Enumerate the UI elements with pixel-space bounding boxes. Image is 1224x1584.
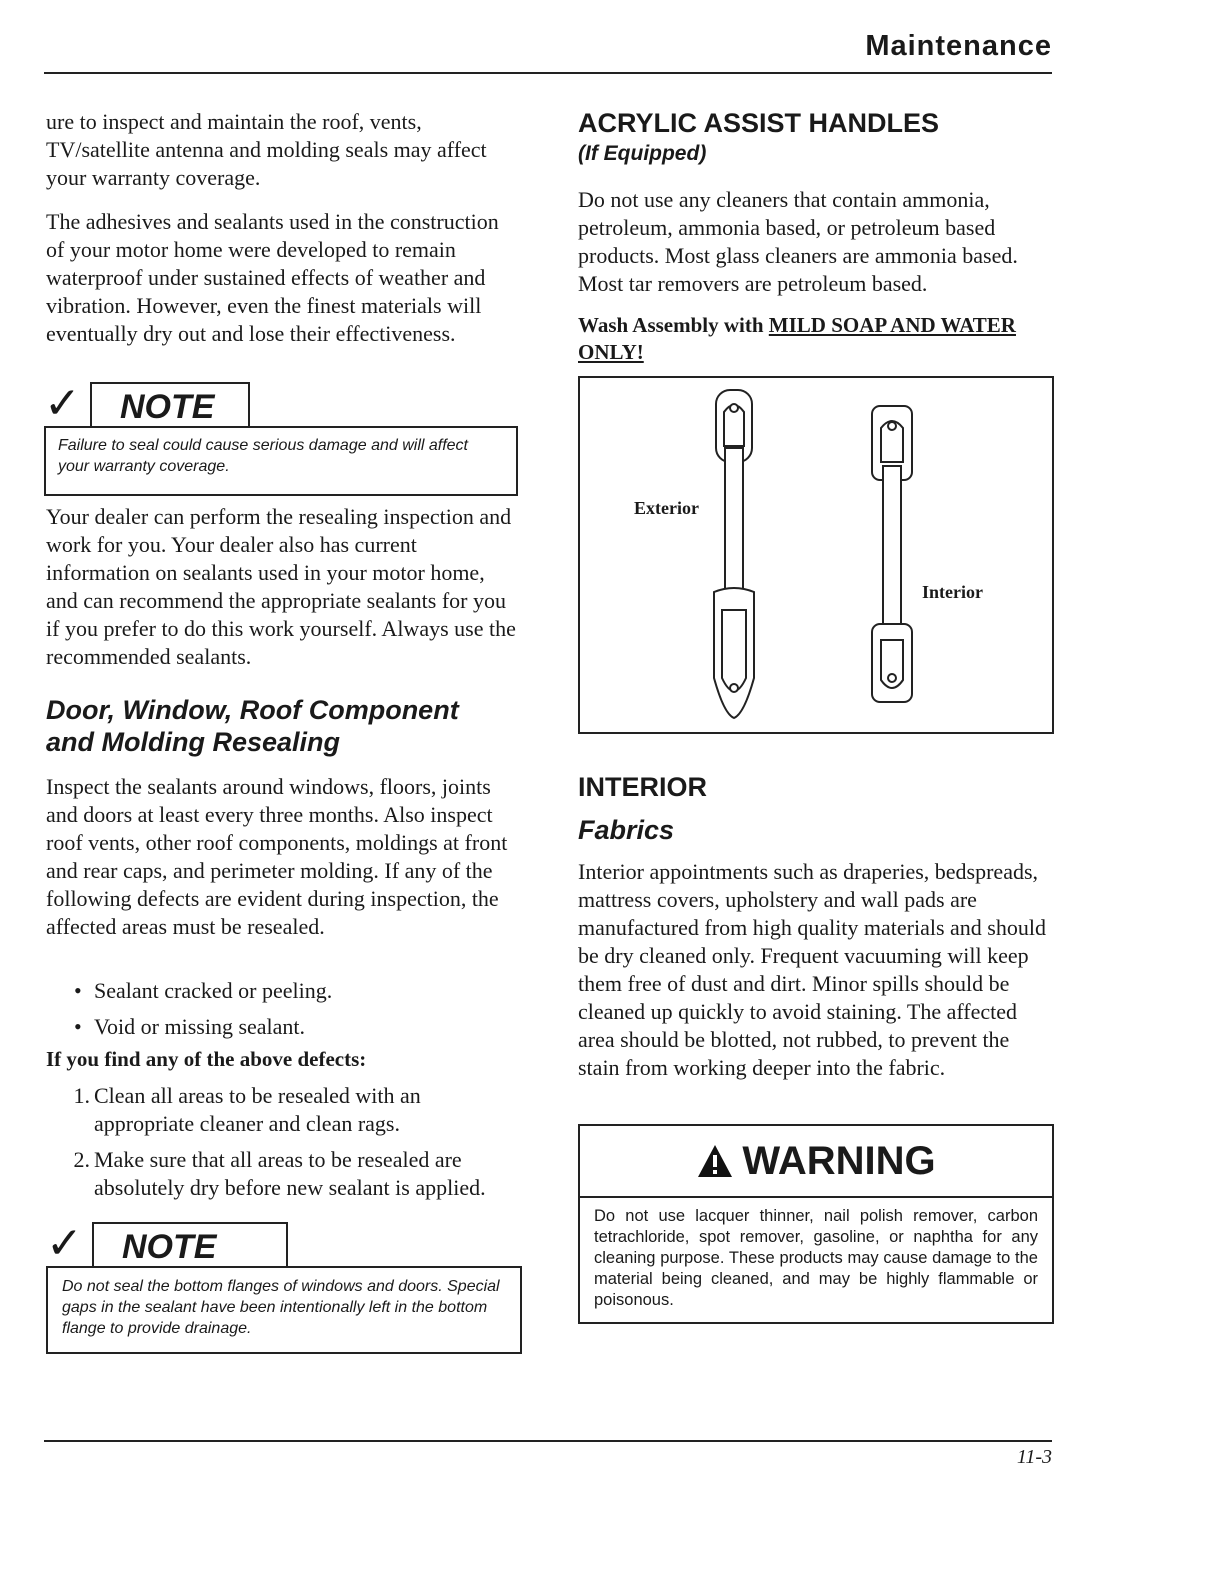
- defects-heading: If you find any of the above defects:: [46, 1047, 367, 1071]
- checkmark-icon: ✓: [46, 1218, 83, 1269]
- resealing-section-title: Door, Window, Roof Component and Molding Resealing: [46, 695, 459, 757]
- dealer-paragraph: Your dealer can perform the resealing inspection and work for you. Your dealer also has current information on sealants used in your motor home, and can recommend the appropriate sealants for you if you prefer to do this work yourself. Always use the recommended sealants.: [46, 504, 516, 669]
- steps-list: [66, 1082, 520, 1210]
- exterior-screw: [730, 684, 738, 692]
- fabrics-title: Fabrics: [578, 815, 675, 845]
- note-1-label: NOTE: [90, 382, 250, 426]
- warning-box: [578, 1124, 1054, 1324]
- interior-bar: [883, 466, 901, 626]
- fabrics-paragraph: Interior appointments such as draperies, bedspreads, mattress covers, upholstery and wall pads are manufactured from high quality materials and should be dry cleaned only. Frequent vacuuming will keep them free of dust and dirt. Minor spills should be cleaned up quickly to avoid staining. The affected area should be blotted, not rubbed, to prevent the stain from working deeper into the fabric.: [578, 859, 1046, 1080]
- acrylic-section-title: ACRYLIC ASSIST HANDLES: [578, 108, 940, 138]
- warning-title: WARNING: [742, 1138, 936, 1183]
- step-text: Make sure that all areas to be resealed are absolutely dry before new sealant is applied.: [94, 1147, 486, 1200]
- note-1-text: Failure to seal could cause serious damage and will affect your warranty coverage.: [44, 426, 518, 496]
- exterior-label: Exterior: [634, 498, 699, 518]
- warning-text: Do not use lacquer thinner, nail polish remover, carbon tetrachloride, spot remover, gasoline, or naphtha for any cleaning purpose. These products may cause damage to the material being cleaned, and may be highly flammable or poisonous.: [594, 1207, 1038, 1309]
- acrylic-subtitle: (If Equipped): [578, 142, 707, 165]
- defects-list: [72, 977, 534, 1049]
- footer-rule: [44, 1440, 1052, 1442]
- list-item: • Sealant cracked or peeling.: [94, 977, 534, 1005]
- warning-header: [580, 1126, 1052, 1198]
- interior-screw: [888, 422, 896, 430]
- list-item: [66, 1146, 520, 1202]
- inspect-paragraph: Inspect the sealants around windows, floors, joints and doors at least every three months. Also inspect roof vents, other roof components, moldings at front and rear caps, and perimeter molding. If any of the following defects are evident during inspection, the affected areas must be resealed.: [46, 774, 508, 939]
- interior-section-title: INTERIOR: [578, 772, 708, 802]
- exterior-bar: [725, 448, 743, 608]
- interior-screw: [888, 674, 896, 682]
- acrylic-paragraph: Do not use any cleaners that contain ammonia, petroleum, ammonia based, or petroleum based products. Most glass cleaners are ammonia based. Most tar removers are petroleum based.: [578, 187, 1018, 296]
- wash-prefix: Wash Assembly with: [578, 313, 769, 337]
- wash-emphasis: MILD SOAP AND WATER ONLY!: [578, 313, 1016, 364]
- exterior-bottom-loop: [722, 610, 746, 691]
- note-2-text: Do not seal the bottom flanges of windows and doors. Special gaps in the sealant have been intentionally left in the bottom flange to provide drainage.: [46, 1266, 522, 1354]
- checkmark-icon: ✓: [44, 378, 81, 429]
- adhesives-paragraph: The adhesives and sealants used in the construction of your motor home were developed to remain waterproof under sustained effects of weather and vibration. However, even the finest materials will eventually dry out and lose their effectiveness.: [46, 209, 499, 346]
- interior-label: Interior: [922, 582, 983, 602]
- step-number: 2.: [73, 1147, 90, 1172]
- step-number: 1.: [73, 1083, 90, 1108]
- intro-paragraph: ure to inspect and maintain the roof, vents, TV/satellite antenna and molding seals may affect your warranty coverage.: [46, 109, 487, 190]
- note-1-header: [44, 378, 518, 429]
- header-rule: [44, 72, 1052, 74]
- step-text: Clean all areas to be resealed with an appropriate cleaner and clean rags.: [94, 1083, 421, 1136]
- assist-handles-figure: [578, 376, 1054, 734]
- assist-handles-illustration: [580, 378, 1052, 732]
- note-1: [44, 378, 518, 496]
- list-item: • Void or missing sealant.: [94, 1013, 534, 1041]
- note-2: [46, 1218, 522, 1354]
- warning-triangle-icon: [696, 1143, 734, 1179]
- page-number: 11-3: [1016, 1446, 1052, 1468]
- page-header-title: Maintenance: [865, 30, 1052, 62]
- note-2-header: [46, 1218, 522, 1269]
- list-item: [66, 1082, 520, 1138]
- note-2-label: NOTE: [92, 1222, 288, 1266]
- wash-instruction: [578, 312, 1028, 366]
- exterior-screw: [730, 404, 738, 412]
